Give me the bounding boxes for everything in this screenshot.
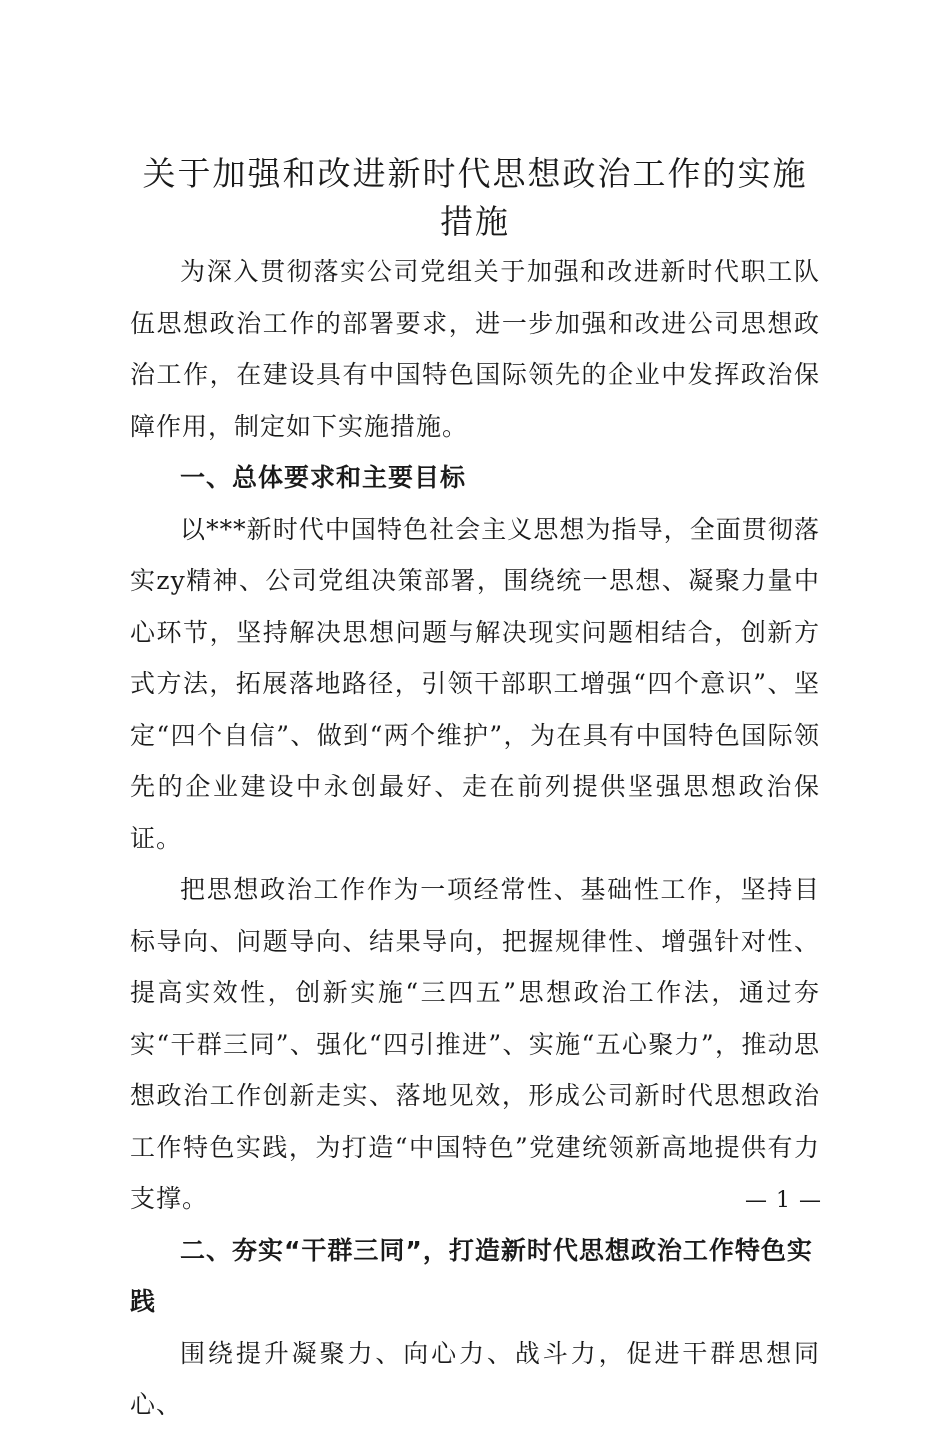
page-number: — 1 — [745, 1188, 822, 1213]
section-1-paragraph-1: 以***新时代中国特色社会主义思想为指导，全面贯彻落实zy精神、公司党组决策部署，围绕统一思想、凝聚力量中心环节，坚持解决思想问题与解决现实问题相结合，创新方式方法，拓展落地路径，引领干部职工增强“四个意识”、坚定“四个自信”、做到“两个维护”，为在具有中国特色国际领先的企业建设中永创最好、走在前列提供坚强思想政治保证。 [130, 514, 820, 853]
section-1-paragraph-2: 把思想政治工作作为一项经常性、基础性工作，坚持目标导向、问题导向、结果导向，把握规律性、增强针对性、提高实效性，创新实施“三四五”思想政治工作法，通过夯实“干群三同”、强化“四引推进”、实施“五心聚力”，推动思想政治工作创新走实、落地见效，形成公司新时代思想政治工作特色实践，为打造“中国特色”党建统领新高地提供有力支撑。 [130, 875, 820, 1213]
document-page [130, 150, 820, 1431]
section-heading-2: 二、夯实“干群三同”，打造新时代思想政治工作特色实践 [130, 1235, 813, 1316]
section-heading-1: 一、总体要求和主要目标 [180, 463, 467, 492]
section-2-paragraph-1: 围绕提升凝聚力、向心力、战斗力，促进干群思想同心、 [130, 1338, 820, 1419]
intro-paragraph: 为深入贯彻落实公司党组关于加强和改进新时代职工队伍思想政治工作的部署要求，进一步加强和改进公司思想政治工作，在建设具有中国特色国际领先的企业中发挥政治保障作用，制定如下实施措施。 [130, 257, 820, 441]
document-title: 关于加强和改进新时代思想政治工作的实施措施 [142, 154, 808, 241]
